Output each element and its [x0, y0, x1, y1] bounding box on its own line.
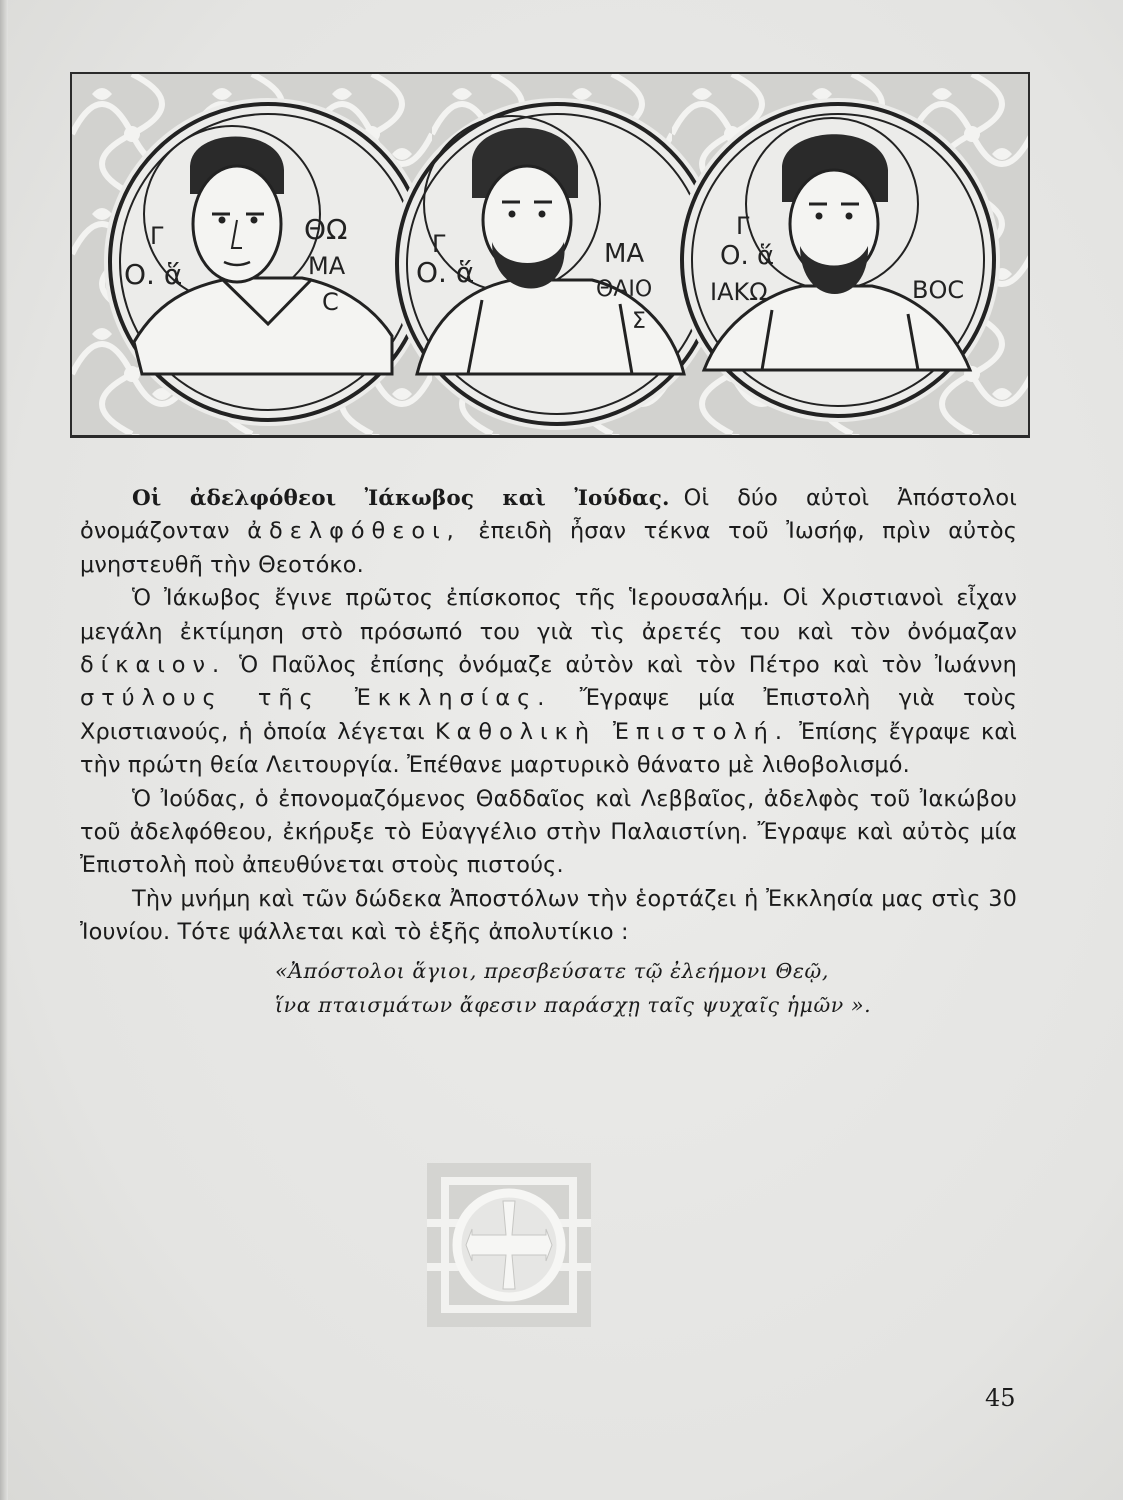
- james-label-left: Ο. ἅ: [720, 241, 775, 271]
- book-binding-edge: [0, 0, 8, 1500]
- cross-ornament: [427, 1163, 591, 1327]
- thomas-name-line-3: C: [322, 288, 339, 316]
- hymn-line-1: «Ἀπόστολοι ἅγιοι, πρεσβεύσατε τῷ ἐλεήμονι Θεῷ,: [275, 958, 829, 983]
- p2-text-d: Ἐπίσης ἔγραψε καὶ τὴν πρώτη θεία Λειτουργία. Ἐπέθανε μαρτυρικὸ θάνατο μὲ λιθοβολισμό.: [80, 718, 1017, 779]
- p1-text-a: Οἱ δύο αὐτοὶ Ἀπόστολοι ὀνομάζονταν: [80, 485, 1017, 545]
- paragraph-iakovos: [80, 582, 1017, 782]
- james-name-line-2: ΒΟC: [912, 276, 965, 304]
- paragraph-ioudas: Ὁ Ἰούδας, ὁ ἐπονομαζόμενος Θαδδαῖος καὶ Λεββαῖος, ἀδελφὸς τοῦ Ἰακώβου τοῦ ἀδελφόθεου, ἐκήρυξε τὸ Εὐαγγέλιο στὴν Παλαιστίνη. Ἔγραψε καὶ αὐτὸς μία Ἐπιστολὴ ποὺ ἀπευθύνεται στοὺς πιστούς.: [80, 785, 1017, 879]
- page-number: 45: [985, 1384, 1016, 1412]
- apolytikion-hymn: [275, 954, 1017, 1022]
- main-text: [80, 482, 1017, 1022]
- apostles-illustration: [72, 74, 1028, 435]
- thomas-name-line-1: ΘΩ: [304, 213, 348, 246]
- james-name-line-1: ΙΑΚΩ: [710, 278, 768, 306]
- p2-spaced-styloi: στύλους τῆς Ἐκκλησίας.: [80, 685, 552, 712]
- p2-text-a: Ὁ Ἰάκωβος ἔγινε πρῶτος ἐπίσκοπος τῆς Ἱερουσαλήμ. Οἱ Χριστιανοὶ εἶχαν μεγάλη ἐκτίμηση στὸ πρόσωπό του γιὰ τὶς ἀρετές του καὶ τὸν ὀνόμαζαν: [80, 585, 1017, 645]
- p2-text-b: Ὁ Παῦλος ἐπίσης ὀνόμαζε αὐτὸν καὶ τὸν Πέτρο καὶ τὸν Ἰωάννη: [239, 652, 1017, 679]
- matthew-label-top: Γ: [432, 230, 446, 258]
- matthew-name-line-2: ΘΑΙΟ: [596, 277, 653, 302]
- p1-text-b: ἐπειδὴ ἦσαν τέκνα τοῦ Ἰωσήφ, πρὶν αὐτὸς μνηστευθῆ τὴν Θεοτόκο.: [80, 518, 1017, 578]
- thomas-label-left: Ο. ἅ: [124, 258, 183, 291]
- thomas-name-line-2: ΜΑ: [308, 252, 346, 280]
- matthew-name-line-1: ΜΑ: [604, 239, 645, 269]
- hymn-line-2: ἵνα πταισμάτων ἄφεσιν παράσχῃ ταῖς ψυχαῖς ἡμῶν ».: [275, 992, 872, 1017]
- section-heading: Οἱ ἀδελφόθεοι Ἰάκωβος καὶ Ἰούδας.: [132, 486, 670, 511]
- paragraph-adelfotheoi: [80, 482, 1017, 582]
- p1-spaced-term: ἀδελφόθεοι,: [247, 518, 461, 545]
- james-label-top: Γ: [736, 212, 750, 240]
- paragraph-feast: Τὴν μνήμη καὶ τῶν δώδεκα Ἀποστόλων τὴν ἑορτάζει ἡ Ἐκκλησία μας στὶς 30 Ἰουνίου. Τότε ψάλλεται καὶ τὸ ἑξῆς ἀπολυτίκιο :: [80, 885, 1017, 946]
- p2-text-c: Ἔγραψε μία Ἐπιστολὴ γιὰ τοὺς Χριστιανούς, ἡ ὁποία λέγεται: [80, 685, 1017, 745]
- apostles-icon-panel: [70, 72, 1030, 438]
- p2-spaced-katholiki: Καθολικὴ Ἐπιστολή.: [434, 718, 789, 745]
- thomas-label-top: Γ: [150, 222, 164, 250]
- matthew-name-line-3: Σ: [632, 309, 646, 334]
- matthew-label-left: Ο. ἅ: [416, 256, 475, 289]
- p2-spaced-dikaion: δίκαιον.: [80, 652, 227, 679]
